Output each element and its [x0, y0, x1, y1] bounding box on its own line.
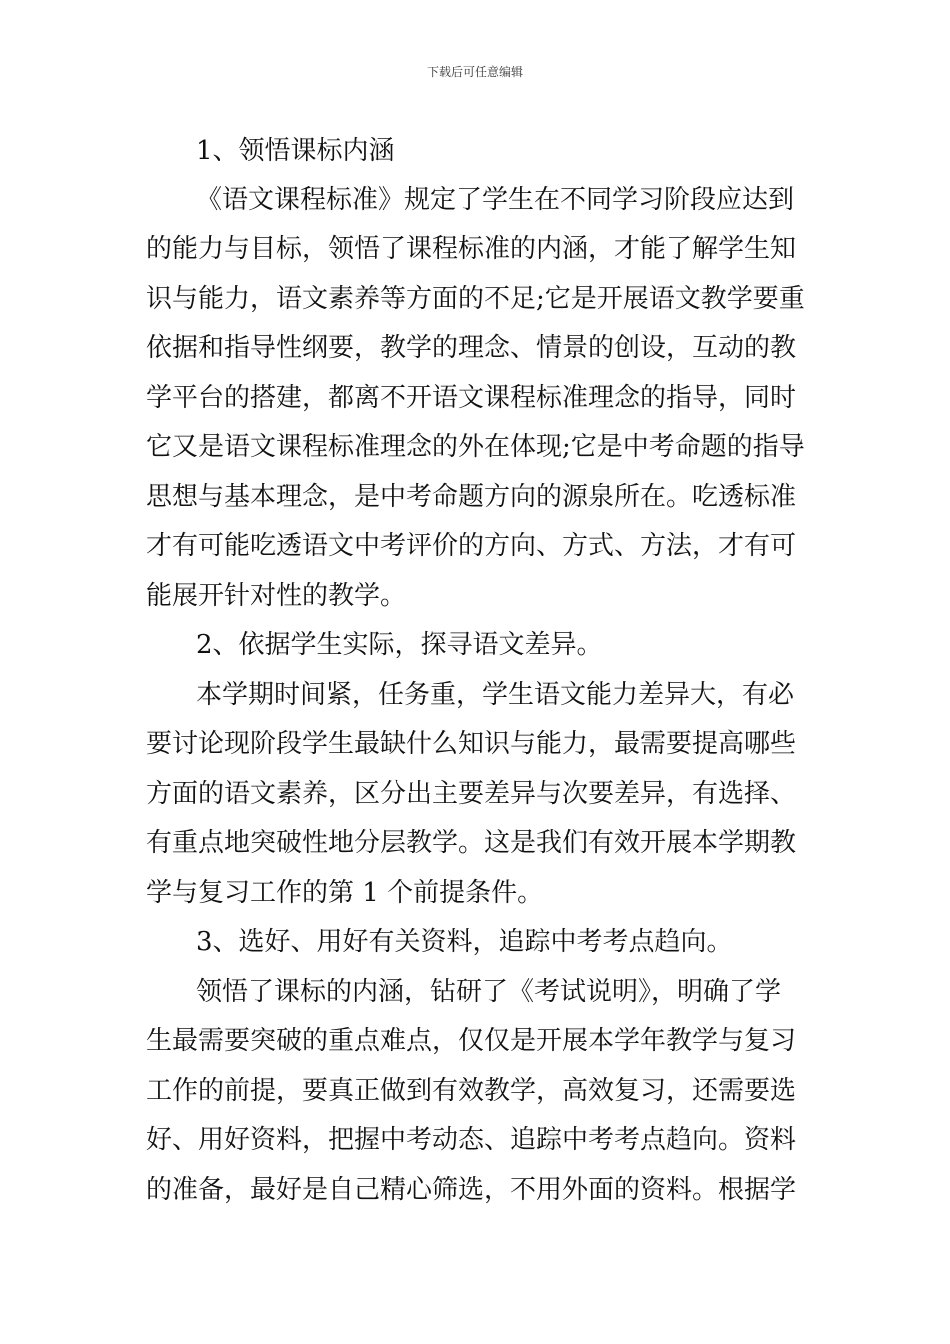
- paragraph-line: 工作的前提，要真正做到有效教学，高效复习，还需要选: [146, 1076, 797, 1106]
- section-heading: 2、依据学生实际，探寻语文差异。: [196, 630, 603, 660]
- paragraph-line: 有重点地突破性地分层教学。这是我们有效开展本学期教: [146, 828, 797, 858]
- paragraph-line: 《语文课程标准》规定了学生在不同学习阶段应达到: [196, 185, 795, 215]
- paragraph-line: 领悟了课标的内涵，钻研了《考试说明》，明确了学: [196, 977, 782, 1007]
- paragraph-line: 本学期时间紧，任务重，学生语文能力差异大，有必: [196, 680, 795, 710]
- paragraph-line: 的能力与目标，领悟了课程标准的内涵，才能了解学生知: [146, 234, 797, 264]
- section-heading: 1、领悟课标内涵: [196, 136, 395, 166]
- paragraph-line: 学平台的搭建，都离不开语文课程标准理念的指导，同时: [146, 383, 797, 413]
- paragraph-line: 要讨论现阶段学生最缺什么知识与能力，最需要提高哪些: [146, 729, 797, 759]
- paragraph-line: 它又是语文课程标准理念的外在体现;它是中考命题的指导: [146, 432, 805, 462]
- paragraph-line: 生最需要突破的重点难点，仅仅是开展本学年教学与复习: [146, 1026, 797, 1056]
- paragraph-line: 识与能力，语文素养等方面的不足;它是开展语文教学要重: [146, 284, 805, 314]
- paragraph-line: 思想与基本理念，是中考命题方向的源泉所在。吃透标准: [146, 482, 797, 512]
- paragraph-line: 才有可能吃透语文中考评价的方向、方式、方法，才有可: [146, 531, 797, 561]
- section-heading: 3、选好、用好有关资料，追踪中考考点趋向。: [196, 927, 733, 957]
- page-header: 下载后可任意编辑: [426, 65, 523, 79]
- paragraph-line: 学与复习工作的第 1 个前提条件。: [146, 878, 544, 908]
- paragraph-line: 方面的语文素养，区分出主要差异与次要差异，有选择、: [146, 779, 797, 809]
- paragraph-line: 依据和指导性纲要，教学的理念、情景的创设，互动的教: [146, 333, 797, 363]
- paragraph-line: 好、用好资料，把握中考动态、追踪中考考点趋向。资料: [146, 1125, 797, 1155]
- paragraph-line: 的准备，最好是自己精心筛选，不用外面的资料。根据学: [146, 1175, 797, 1205]
- paragraph-line: 能展开针对性的教学。: [146, 581, 407, 611]
